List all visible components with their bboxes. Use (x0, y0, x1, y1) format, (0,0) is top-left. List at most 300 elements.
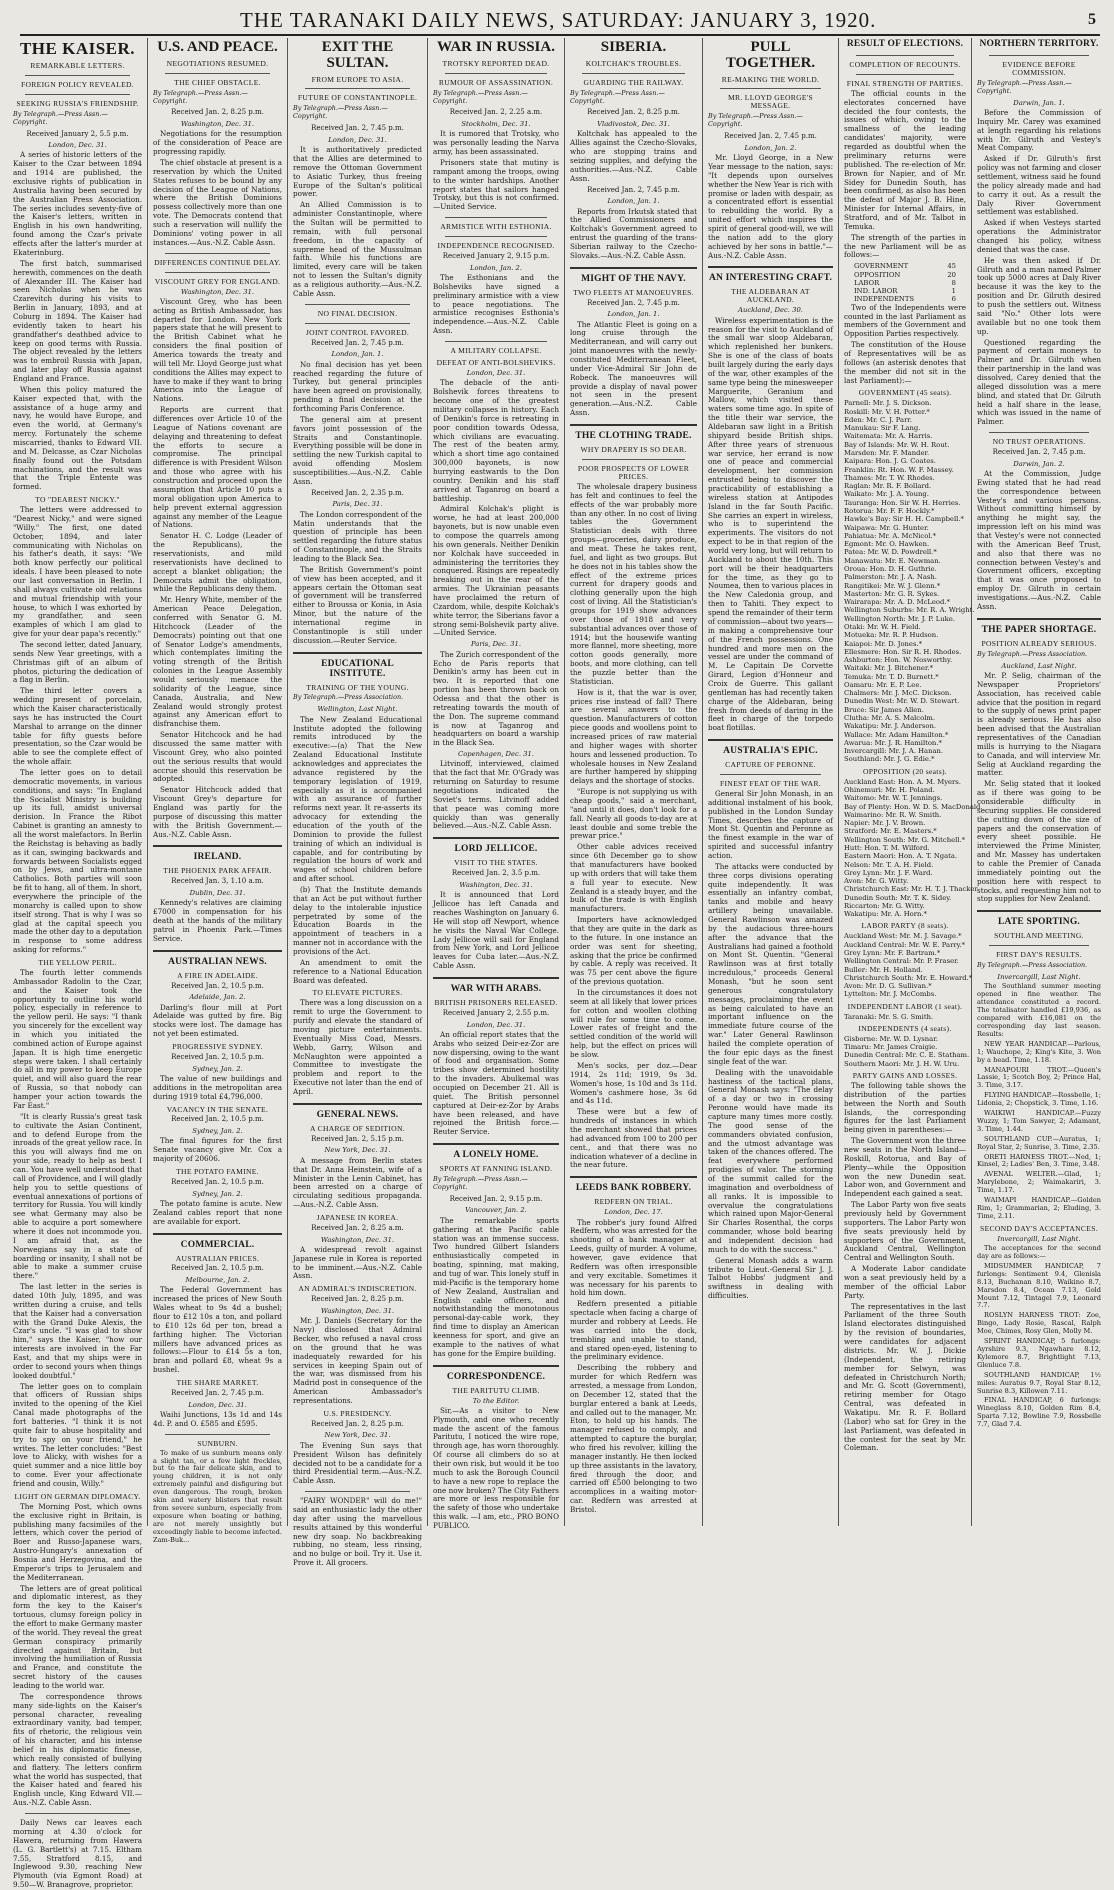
acceptance-entry: ROSLYN HARNESS TROT: Zoe, Bingo, Lady Rosie, Rascal, Ralph Moe, Chimes, Rosy Glen, Molly M. (977, 1311, 1101, 1336)
article-paragraph: An amendment to omit the reference to a National Education Board was defeated. (293, 957, 422, 985)
subhead: FOREIGN POLICY REVEALED. (20, 79, 134, 89)
dateline: London, Dec. 31. (188, 1400, 247, 1409)
article-paragraph: Describing the robbery and murder for which Redfern was arrested, a message from London, on December 12, stated that the burglar entered a bank at Leeds, and called out to the manager, Mr. Eton, to hold up his hands. The manager refused to comply, and attempted to capture the burglar, who fired his revolver, killing the manager instantly. He then locked up three assistants in the lavatory, fired through the door, and carried off £500 belonging to two accomplices in a waiting motor-car. Redfern was arrested at Bristol. (570, 1363, 697, 1515)
subhead: LIGHT ON GERMAN DIPLOMACY. (14, 1491, 141, 1501)
article-paragraph: The Morning Post, which owns the exclusive right in Britain, is publishing many facsimiles of the letters, which cover the period of Boer and Russo-Japanese wars, Austro-Hungary's annexation of Bosnia and Herzegovina, and the Emperor's trips to Jerusalem and the Mediterranean. (13, 1501, 142, 1582)
column-elections (839, 38, 983, 1526)
subhead: SUNBURN. (197, 1438, 238, 1448)
article-paragraph: The London correspondent of the Matin understands that the question of principle has been settled regarding the future status of Constantinople, and the Straits leading to the Black Sea. (293, 509, 422, 563)
race-result: AVENAL WELTER.—Glad, 1; Marylebone, 2; Waimakariri, 3. Time, 1.17. (977, 1170, 1101, 1195)
subhead: PARTY GAINS AND LOSSES. (852, 1071, 958, 1081)
member-entry: Hawke's Bay: Sir H. H. Campbell.* (844, 515, 964, 524)
subhead: KOLTCHAK'S TROUBLES. (585, 58, 682, 68)
headline-siberia: SIBERIA. (600, 39, 667, 55)
article-paragraph: The third letter covers a wedding present of porcelain, which the Kaiser characteristically says he has instructed the Court Marshal to arrange on the dinner table for fifty guests before presentation, so the Czar would be able to see the complete effect of the whole affair. (13, 686, 142, 767)
member-entry: Eastern Maori: Hon. A. T. Ngata. (844, 852, 958, 861)
article-paragraph: Mr. Henry White, member of the American Peace Delegation, conferred with Senator G. M. Hitchcock (Leader of the Democrats) pointing out that one of Senator Lodge's amendments, which contemplates limiting the voting strength of the British colonies in the League Assembly would seriously menace the solidarity of the League, since Canada, Australia, and New Zealand would strongly protest against any American effort to disfranchise them. (153, 595, 282, 729)
member-entry: Wellington Suburbs: Mr. R. A. Wright. (844, 606, 975, 615)
member-entry: Taranaki: Mr. S. G. Smith. (844, 1012, 934, 1021)
article-paragraph: These were but a few of hundreds of instances in which the merchant showed that prices had advanced from 100 to 200 per cent., and that there was no indication whatever of a decline in the near future. (570, 1107, 697, 1170)
member-entry: Christchurch East: Mr. H. T. J. Thacker. (844, 885, 980, 894)
subhead: JAPANESE IN KOREA. (316, 1212, 399, 1222)
race-result: WAIMAPI HANDICAP.—Golden Rim, 1; Grammarian, 2; Eluding, 3. Time, 2.11. (977, 1196, 1101, 1220)
subhead: REMARKABLE LETTERS. (30, 60, 125, 70)
headline-war-in-russia: WAR IN RUSSIA. (437, 39, 555, 55)
received-line: Received January 2, 9.15 p.m. (442, 252, 550, 261)
independents-list (844, 1034, 970, 1068)
dateline: Vancouver, Jan. 2. (465, 1206, 527, 1215)
dateline: Washington, Dec. 31. (320, 1306, 395, 1315)
subhead: VACANCY IN THE SENATE. (166, 1104, 269, 1114)
member-entry: Bruce: Sir James Allen. (844, 705, 924, 714)
byline: By Telegraph.—Press Association. (293, 693, 404, 702)
received-line: Received Jan. 2, 7.45 p.m. (724, 132, 817, 141)
article-paragraph: The final figures for the first Senate vacancy give Mr. Cox a majority of 20606. (153, 1136, 282, 1164)
article-paragraph: The second letter, dated January, sends New Year greetings, with a Christmas gift of an album of photos, picturing the dedication of a flag in Berlin. (13, 639, 142, 685)
received-line: Received Jan. 2, 8.25 p.m. (311, 1295, 404, 1304)
member-entry: Wallace: Mr. Adam Hamilton.* (844, 730, 949, 739)
article-paragraph: The Southland summer meeting opened in fine weather. The attendance constituted a record. The totalisator handled £19,936, as compared with £16,081 on the corresponding day last season. Results: (977, 982, 1101, 1038)
government-members-list (844, 399, 975, 764)
article-paragraph: Prisoners state that mutiny is rampant among the troops, owing to the winter hardships. Another report states that sailors hanged Trotsky, but this is not confirmed.—United Service. (433, 157, 559, 212)
party-name: IND. LABOR (854, 287, 898, 296)
byline: By Telegraph.—Press Assn.—Copyright. (708, 112, 803, 129)
subhead: FINEST FEAT OF THE WAR. (719, 779, 822, 789)
article-paragraph: Mr. Selig stated that it looked as if there was going to be considerable difficulty in securing supplies. He considered the cutting down of the size of papers and the conservation of every sheet possible. He interviewed the Prime Minister, and Mr. Massey has undertaken to cable the Premier of Canada immediately pointing out the position here with respect to stocks, and requesting him not to stop supplies for New Zealand. (977, 779, 1101, 904)
subhead: FROM EUROPE TO ASIA. (311, 74, 404, 84)
article-paragraph: Men's socks, per doz.—Dear 1914, 2s 11d; 1919, 9s 3d. Women's hose, 1s 10d and 3s 11d. Women's cashmere hose, 3s 6d and 4s 11d. (570, 1060, 697, 1106)
member-entry: Otaki: Mr. W. H. Field. (844, 622, 921, 631)
article-paragraph: An Allied Commission is to administer Constantinople, where the Sultan will be permitted to remain, with full personal freedom, in the capacity of supreme head of the Mussulman faith. While his functions are limited, every care will be taken not to lessen the Sultan's dignity as a religious authority.—Aus.-N.Z. Cable Assn. (293, 200, 422, 298)
member-entry: Waipawa: Mr. G. Hunter. (844, 523, 929, 532)
member-entry: Oamaru: Mr. E. P. Lee. (844, 680, 922, 689)
member-entry: Wellington South: Mr. G. Mitchell.* (844, 835, 966, 844)
subhead: FIRST DAY'S RESULTS. (996, 950, 1082, 960)
subhead: TO ELEVATE PICTURES. (312, 988, 403, 998)
member-entry: Timaru: Mr. James Craigie. (844, 1043, 938, 1052)
byline: By Telegraph.—Press Assn.—Copyright. (977, 78, 1072, 95)
member-entry: Thames: Mr. T. W. Rhodes. (844, 473, 935, 482)
member-entry: Christchurch South: Mr. E. Howard.* (844, 973, 973, 982)
byline: By Telegraph.—Press Assn.—Copyright. (13, 109, 108, 126)
received-line: Received Jan. 2, 2.25 a.m. (449, 108, 543, 117)
column-us-peace (148, 38, 288, 1544)
article-paragraph: The chief obstacle at present is a reservation by which the United States refuses to be bound by any decision of the League of Nations, where the British Dominions possess collectively more than one vote. The Democrats contend that such a reservation will nullify the Dominions' voting power in all instances.—Aus.-N.Z. Cable Assn. (153, 157, 282, 247)
article-paragraph: Darling's flour mill at Port Adelaide was gutted by fire. Big stocks were lost. The damage has not yet been estimated. (153, 1002, 282, 1039)
member-entry: Kaipara: Hon. J. G. Coates. (844, 457, 936, 466)
member-entry: Franklin: Rt. Hon. W. F. Massey. (844, 465, 954, 474)
article-paragraph: Waihi Junctions, 13s 1d and 14s 4d. P. and O. £585 and £595. (153, 1409, 282, 1428)
byline: By Telegraph.—Press Assn.—Copyright. (570, 88, 665, 105)
member-entry: Wellington Central: Mr. P. Fraser. (844, 957, 959, 966)
article-paragraph: The first batch, summarised herewith, commences on the death of Alexander III. The Kaiser had seen Nicholas when he was Czarevitch during his visits to Berlin in January, 1893, and at Coburg in 1894. The Kaiser had evidently taken to heart his grandfather's deathbed advice to keep on good terms with Russia. The object revealed by the letters was to embroil Russia with Japan, and later play off Russia against England and France. (13, 258, 142, 383)
article-paragraph: The letter goes on to complain that officers of Russian ships invited to the opening of the Kiel Canal made photographs of the fort batteries. "I think it is not quite fair to abuse hospitality and try to spy on your friend," he writes. The letter concludes: "Best love to Alicky, with wishes for a quiet summer and a nice little boy to come. Ever your affectionate friend and cousin, Willy." (13, 1381, 142, 1489)
article-paragraph: Senator Hitchcock added that Viscount Grey's departure for England was partly for the purpose of discussing this matter with the British Government.—Aus.-N.Z. Cable Assn. (153, 785, 282, 839)
member-entry: Manukau: Sir F. Lang. (844, 424, 921, 433)
party-name: GOVERNMENT (854, 262, 909, 271)
received-line: Received Jan. 2, 7.45 p.m. (587, 185, 680, 194)
member-entry: Rotorua: Mr. F. F. Hockly.* (844, 507, 935, 515)
member-entry: Manawatu: Mr. E. Newman. (844, 556, 941, 565)
party-strength-table (844, 262, 966, 303)
race-result: SOUTHLAND CUP.—Auratus, 1; Royal Star, 2; Sunrise, 3. Time, 2.35. (977, 1134, 1101, 1151)
article-paragraph: It is rumored that Trotsky, who was personally leading the Narva army, has been assassinated. (433, 129, 559, 157)
member-entry: Ellesmere: Hon. Sir R. H. Rhodes. (844, 647, 962, 656)
subhead: THE ALDEBARAN AT AUCKLAND. (731, 287, 810, 305)
masthead-title: THE TARANAKI DAILY NEWS, SATURDAY: JANUARY 3, 1920. (240, 7, 877, 32)
acceptance-entry: FINAL HANDICAP, 6 furlongs: Wineglass 8.10, Golden Rim 8.4, Sparta 7.12, Bowline 7.9, Rossbelle 7.7, Glad 7.4. (977, 1396, 1101, 1429)
article-paragraph: In the circumstances it does not seem at all likely that lower prices for cotton and woollen clothing will rule for some time to come. Lower rates of freight and the settled condition of the world will help, but the effect on prices will be slow. (570, 988, 697, 1060)
member-entry: Grey Lynn: Mr. F. Bartram.* (844, 949, 941, 957)
member-entry: Waitemata: Mr. A. Harris. (844, 432, 933, 441)
dateline: London, Jan. 1. (607, 310, 660, 319)
article-paragraph: It is authoritatively predicted that the Allies are determined to remove the Ottoman Government to Asiatic Turkey, thus freeing Europe of the Sultan's political power. (293, 145, 422, 199)
dateline: Darwin, Jan. 2. (1013, 459, 1065, 468)
headline-might-of-navy: MIGHT OF THE NAVY. (581, 273, 686, 284)
article-paragraph: The British Government's point of view has been accepted, and it appears certain the Ottoman seat of government will be transferred either to Broussa or Konia, in Asia Minor, but the nature of the international regime in Constantinople is still under discussion.—Reuter Service. (293, 564, 422, 645)
dateline: London, Jan. 1. (331, 350, 384, 359)
article-paragraph: Before the Commission of Inquiry Mr. Carey was examined at length regarding his relations with Dr. Gilruth and Vestey's Meat Company. (977, 108, 1101, 153)
subhead: SPORTS AT FANNING ISLAND. (439, 1164, 553, 1174)
headline-commercial: COMMERCIAL. (180, 1239, 255, 1250)
article-paragraph: The constitution of the House of Representatives will be as follows (an asterisk denotes that the member did not sit in the last Parliament):— (844, 340, 966, 385)
headline-lord-jellicoe: LORD JELLICOE. (454, 844, 538, 855)
article-paragraph: Redfern presented a pitiable spectacle when facing a charge of murder and robbery at Leeds. He was carried into the dock, trembling and unable to stand, and stared open-eyed, listening to the preliminary evidence. (570, 1299, 697, 1362)
article-paragraph: Reports from Irkutsk stated that the Allied Commissioners and Koltchak's Government agreed to entrust the guarding of the trans-Siberian railway to the Czecho-Slovaks.—Aus.-N.Z. Cable Assn. (570, 206, 697, 260)
received-line: Received Jan. 2, 5.15 p.m. (311, 1134, 404, 1143)
article-paragraph: Asked if Dr. Gilruth's first policy was not farming and closer settlement, witness said he found the policy already made and had to carry it out. As a result the Daly River Government settlement was established. (977, 154, 1101, 217)
member-entry: Clutha: Mr. A. S. Malcolm. (844, 714, 935, 723)
member-entry: Nelson: Mr. T. A. H. Field. (844, 860, 934, 869)
dateline: New York, Dec. 31. (324, 1431, 391, 1440)
article-paragraph: Wireless experimentation is the reason for the visit to Auckland of the small war sloop Aldebaran, which replenished her bunkers. She is one of the class of boats built largely during the early days of the war, other examples of the same type being the minesweeper Marguerite, Geranium and Mallow, which visited these waters some time ago. In spite of the title their war service, the Aldebaran saw light in a British shipyard beside British ships. After three years of strenuous war service, her errand is now one of peace and commercial development, her commission entrusted being to discover the practicability of establishing a wireless station at Antipodes Island in the far South Pacific. She carries an expert in wireless, who is to superintend the experiments. The visitors do not expect to be in that region of the world very long, but will return to Auckland to about the 10th. This port will be their headquarters for the time, as they go to Noumea, then to various places in the New Caledonia group, and then to Tahiti. They expect to spend the remainder of their term of commission—about two years—in making a comprehensive tour of the French possessions. One hundred and more men on the vessel are under the command of M. Le Capitain De Corvette Girard, Legion d'Honneur and Croix de Guerre. This gallant gentleman has had recently taken charge of the Aldebaran, being fresh from deeds of daring in the fleet in charge of the torpedo boat flotillas. (708, 315, 833, 733)
member-entry: Lyttelton: Mr. J. McCombs. (844, 990, 937, 999)
headline-australian-news: AUSTRALIAN NEWS. (168, 956, 267, 967)
column-sultan (288, 38, 428, 1568)
dateline: Sydney, Jan. 2. (192, 1127, 243, 1136)
subhead: TROTSKY REPORTED DEAD. (442, 58, 550, 68)
article-paragraph: The debacle of the anti-Bolshevik forces threatens to become one of the greatest military collapses in history. Each of Denikin's force is retreating in poor condition towards Odessa, which civilians are evacuating. The rest of the beaten army, which a short time ago contained 300,000 bayonets, is now hurrying eastwards to the Don country. Denikin and his staff arrived at Taganrog on board a battleship. (433, 378, 559, 503)
headline-war-with-arabs: WAR WITH ARABS. (450, 983, 542, 994)
article-paragraph: The Esthonians and the Bolsheviks have signed a preliminary armistice with a view to peace negotiations. The armistice recognises Esthonia's independence.—Aus.-N.Z. Cable Assn. (433, 273, 559, 336)
member-entry: Southland: Mr. J. G. Edie.* (844, 755, 935, 764)
party-name: LABOR (854, 278, 880, 287)
dateline: London, Dec. 31. (466, 369, 526, 377)
member-entry: Wairarapa: Mr. A. D. McLeod.* (844, 598, 950, 607)
article-paragraph: The letters are of great political and diplomatic interest, as they form the key to the Kaiser's tortuous, clumsy foreign policy in the effort to make Germany master of the world. They reveal the great German conspiracy primarily directed against Britain, but involving the humiliation of Russia and France, and constitute the secret history of the causes leading to the world war. (13, 1583, 142, 1691)
member-entry: Southern Maori: Mr. J. H. W. Uru. (844, 1059, 960, 1068)
subhead: THE SHARE MARKET. (176, 1378, 259, 1388)
received-line: Received Jan. 2, 7.45 p.m. (171, 1389, 264, 1397)
received-line: Received Jan. 2, 10.5 p.m. (171, 1052, 264, 1061)
article-paragraph: Viscount Grey, who has been acting as British Ambassador, has departed for London. New York papers state that he will present to the British Cabinet what he considers the final position of America towards the treaty and will tell Mr. Lloyd George just what conditions the Allies may expect to have to make if they want to bring America into the League of Nations. (153, 296, 282, 404)
member-entry: Avon: Mr. D. G. Sullivan.* (844, 982, 932, 991)
received-line: Received Jan. 2, 7.45 p.m. (587, 298, 680, 307)
article-paragraph: Admiral Kolchak's plight is worse, he had at least 200,000 bayonets, but is now unable even to compose the quarrels among his own generals. Neither Denikin nor Kolchak have succeeded in administering the territories they conquered. Risings are repeatedly breaking out in the rear of the armies. The Ukrainian peasants have proclaimed the return of Czardom, while, despite Kolchak's white terror, the Siberians favor a strong semi-Bolshevik party alive.—United Service. (433, 504, 559, 638)
dateline: Vladivostok, Dec. 31. (597, 120, 670, 129)
headline-exit-sultan: EXIT THE SULTAN. (321, 39, 394, 71)
subhead: U.S. PRESIDENCY. (323, 1408, 392, 1418)
received-line: Received Jan. 2, 8.25 a.m. (311, 1223, 404, 1232)
dateline: Washington, Dec. 31. (459, 880, 533, 889)
article-paragraph: General Sir John Monash, in an additional instalment of his book, published in the London Sunday Times, describes the capture of Mont St. Quentin and Peronne as the finest example in the war of spirited and successful infantry action. (708, 789, 833, 861)
member-entry: Patea: Mr. W. D. Powdrell.* (844, 548, 937, 557)
member-entry: Awarua: Mr. J. R. Hamilton.* (844, 738, 942, 747)
article-paragraph: The potato famine is acute. New Zealand cables report that none are available for export. (153, 1198, 282, 1226)
article-paragraph: The value of new buildings and additions in the metropolitan area during 1919 total £4,796,000. (153, 1073, 282, 1101)
column-kaiser (8, 38, 148, 1890)
article-paragraph: The Atlantic Fleet is going on a long cruise through the Mediterranean, and will carry out joint manoeuvres with the newly-constituted Mediterranean Fleet, under Vice-Admiral Sir John de Robeck. The manoeuvres will provide a display of naval power not seen in the present generation.—Aus.-N.Z. Cable Assn. (570, 319, 697, 418)
article-paragraph: Mr. J. Daniels (Secretary for the Navy) disclosed that Admiral Becker, who refused a naval cross on the ground that he was inadequately rewarded for his services in keeping Spain out of the war, was dismissed from his Madrid post in consequence of the American Ambassador's representations. (293, 1316, 422, 1406)
headline-general-news: GENERAL NEWS. (316, 1109, 399, 1120)
member-entry: Bay of Islands: Mr. W. H. Rout. (844, 440, 950, 449)
article-paragraph: General Monash adds a warm tribute to Lieut.-General Sir J. J. Talbot Hobbs' judgment and swiftness in dealing with difficulties. (708, 1255, 833, 1301)
member-entry: Pahiatua: Mr. A. McNicol.* (844, 531, 937, 540)
article-paragraph: There was a long discussion on a remit to urge the Government to purify and elevate the standard of moving picture entertainments. Eventually Miss Coad, Messrs. Webb, Garry, Wilson and McNaughton were appointed a Committee to investigate the problem and report to the Executive not later than the end of April. (293, 998, 422, 1097)
received-line: Received Jan. 2, 10.5 p.m. (171, 1264, 264, 1273)
article-paragraph: "It is clearly Russia's great task to cultivate the Asian Continent, and to defend Europe from the inroads of the great yellow race. In this you will always find me on your side, ready to help as best I can. You have well understood that call of Providence, and I will gladly help you to settle questions of eventual annexations of portions of territory for Russia. You will kindly see what Germany may also be able to acquire a port somewhere where it does not incommode you. I am afraid that, as the Norwegians say in a state of boarding or insanity, I shall not be able to make a summer cruise there." (13, 1111, 142, 1281)
subhead: VISIT TO THE STATES. (454, 858, 538, 868)
dateline: Darwin, Jan. 1. (1013, 98, 1065, 107)
subhead: CAPTURE OF PERONNE. (725, 760, 816, 770)
subhead: JOINT CONTROL FAVORED. (305, 327, 410, 337)
received-line: Received Jan. 2, 8.25 p.m. (587, 108, 680, 117)
member-entry: Napier: Mr. J. V. Brown. (844, 819, 926, 828)
dateline: Auckland, Last Night. (1001, 661, 1077, 670)
dateline: Dublin, Dec. 31. (189, 888, 246, 897)
article-paragraph: Reports are current that differences over Article 10 of the League of Nations covenant are delaying and threatening to defeat the efforts to secure a compromise. The principal difference is with President Wilson and those who agree with his construction and proceed upon the assumption that Article 10 puts a moral obligation upon America to help prevent external aggression against any member of the League of Nations. (153, 405, 282, 530)
received-line: Received Jan. 2, 8.25 p.m. (311, 1419, 404, 1428)
dateline: London, Dec. 17. (604, 1208, 663, 1217)
article-paragraph: A Moderate Labor candidate won a seat previously held by a member of the official Labor Party. (844, 1264, 966, 1300)
subhead: THE POTATO FAMINE. (176, 1167, 259, 1177)
race-result: WAIKIWI HANDICAP.—Fuzzy Wuzzy, 1; Tom Sawyer, 2; Adamant, 3. Time, 1.44. (977, 1109, 1101, 1133)
received-line: Received Jan. 2, 2.35 p.m. (311, 488, 404, 497)
article-paragraph: The general aim at present favors joint possession of the Straits and Constantinople. Everything possible will be done in settling the new Turkish capital to avoid offending Moslem susceptibilities.—Aus.-N.Z. Cable Assn. (293, 414, 422, 486)
article-paragraph: The representatives in the last Parliament of the three South Island electorates distinguished by the revision of boundaries, were candidates for adjacent districts. Mr. W. J. Dickie (Independent, the retiring member for Selwyn, was defeated in Christchurch North; and Mr. G. Scott (Government), retiring member for Otago Central, was defeated in Wakatipu. Mr. R. F. Bollard (Labor) who sat for Grey in the last Parliament, was defeated in the contest for the seat by Mr. Coleman. (844, 1301, 966, 1453)
headline-interesting-craft: AN INTERESTING CRAFT. (708, 273, 833, 284)
acceptance-entry: SPRINT HANDICAP, 5 furlongs: Ayrshire 9.3, Ngawhare 8.12, Kylemore 8.7, Brightlight 7.13, Glenluce 7.8. (977, 1337, 1101, 1369)
headline-us-peace: U.S. AND PEACE. (157, 39, 278, 55)
article-paragraph: A series of historic letters of the Kaiser to the Czar between 1894 and 1914 are published, the exclusive rights of publication in Australia having been secured by the Australian Press Association. The series includes seventy-five of the Kaiser's letters, written in English in his own handwriting, found among the Czar's private effects after the latter's murder at Ekaterinburg. (13, 150, 142, 257)
article-paragraph: The correspondence throws many side-lights on the Kaiser's personal character, revealing extraordinary vanity, bad temper, fits of rhetoric, the religious vein of his character, and his intense belief in his diplomatic finesse, which really consisted of bullying and flattery. The letters confirm what the world has suspected, that the Kaiser hated and feared his English uncle, King Edward VII.—Aus.-N.Z. Cable Assn. (13, 1691, 142, 1808)
received-line: Received Jan. 2, 10.5 p.m. (171, 1177, 264, 1186)
dateline: London, Jan. 2. (469, 263, 523, 272)
race-result: FLYING HANDICAP.—Rossbelle, 1; Lidonia, 2; Chopstick, 3. Time, 1.16. (977, 1091, 1101, 1108)
member-entry: Waitaki: Mr. J. Bitchener.* (844, 664, 934, 673)
received-line: Received January 2, 5.5 p.m. (26, 129, 129, 138)
article-paragraph: The attacks were conducted by three corps divisions operating quite independently. It was essentially an infantry combat, tanks and mobile and heavy artillery being unavailable. General Rawlinson was amazed by the audacious three-hours after the advance that the Australians had gained a foothold on Mont St. Quentin. "General Rawlinson was at first totally incredulous," proceeds General Monash, "but he soon sent generous congratulatory messages, proclaiming the event as being calculated to have an important influence on the immediate future course of the war." Later General Rawlinson hailed the complete operation of the four epic days as the finest single feat of the war. (708, 861, 833, 1066)
headline-result-of-elections: RESULT OF ELECTIONS. (846, 39, 964, 49)
member-entry: Waikato: Mr. J. A. Young. (844, 490, 929, 499)
article-paragraph: Other cable advices received since 6th December go to show that manufacturers have booked up with orders that will take them a full year to execute. New Zealand is a steady buyer, and the bulk of the trade is with English manufacturers. (570, 842, 697, 914)
article-paragraph: The New Zealand Educational Institute adopted the following remits introduced by the executive:—(a) That the New Zealand Educational Institute acknowledges and appreciates the advance registered by the temporary legislation of 1919, especially as it is accompanied with an assurance of further reforms next year. It re-asserts its advocacy for extending the education of the youth of the Dominion to provide the fullest training of which an individual is capable, and for contributing by regulation the hours of work and wages of school children before and after school. (293, 714, 422, 884)
list-heading-government: GOVERNMENT (45 seats). (858, 388, 952, 398)
race-result: NEW YEAR HANDICAP.—Parlous, 1; Wauchope, 2; King's Kite, 3. Won by a head. Time, 1.18. (977, 1039, 1101, 1064)
subhead: EVIDENCE BEFORE COMMISSION. (1002, 59, 1076, 77)
member-entry: Invercargill: Mr. J. A. Hanan. (844, 747, 944, 756)
article-paragraph: The Zurich correspondent of the Echo de Paris reports that Denikin's army has been cut in two. It is reported that one portion has been thrown back on Odessa and that the other is retreating towards the mouth of the Don. The supreme command is now at Taganrog and headquarters on board a warship in the Black Sea. (433, 649, 559, 748)
article-paragraph: He was then asked if Dr. Gilruth and a man named Palmer took up 5000 acres at Daly River because it was the key to the position and Dr. Gilruth desired to push the settlers out. Witness said "No." Other lots were available but no one took them up. (977, 255, 1101, 336)
received-line: Received Jan. 3, 1.10 a.m. (171, 877, 264, 886)
article-paragraph: Dealing with the unavoidable hastiness of the tactical plans, General Monash says: "The delay of a day or two in crossing Peronne would have made its capture many times more costly. The good sense of the commanders obviated confusion, and the utmost advantage was taken of the chances offered. The feat everywhere performed prodigies of valor. The storming of the summit called for the imagination and overboldness of all ranks. It is impossible to overvalue the congratulations which rained upon Major-General Sir Charles Rosenthal, the corps commander, whose bold bearing and independent decision had much to do with the success." (708, 1067, 833, 1254)
subhead: A FIRE IN ADELAIDE. (177, 970, 258, 980)
subhead: FUTURE OF CONSTANTINOPLE. (297, 93, 418, 103)
subhead: SOUTHLAND MEETING. (994, 931, 1084, 941)
headline-northern-territory: NORTHERN TERRITORY. (979, 39, 1099, 49)
article-paragraph: Litvinoff, interviewed, claimed that the fact that Mr. O'Grady was returning on Saturday to resume negotiations indicated the Soviet's terms. Litvinoff added that peace was coming more quickly than was generally believed.—Aus.-N.Z. Cable Assn. (433, 759, 559, 831)
subhead: THE PHOENIX PARK AFFAIR. (163, 866, 272, 876)
article-paragraph: Mr. P. Selig, chairman of the Newspaper Proprietors' Association, has received cable advice that the position in regard to the supply of news print paper is already serious. He has also been advised that the Australian representatives of the Canadian mills is hurrying to the Niagara to Canada, and will interview Mr. Selig at Auckland regarding the matter. (977, 670, 1101, 778)
dateline: Washington, Dec. 31. (180, 120, 255, 129)
article-paragraph: The letters were addressed to "Dearest Nicky," and were signed "Willy." The first, one dated October, 1894, and later communicating with Nicholas on his father's death, it says: "We both know perfectly our political ideals. I have been pleased to note our last conversation in Berlin. I shall always cultivate old relations and mutual friendship with your house, to which I was exhorted by my grandfather, and seen examples of which I am glad to give for your dear papa's recently." (13, 505, 142, 639)
list-heading-labor: LABOR PARTY (8 seats). (861, 921, 949, 931)
acceptance-entry: SOUTHLAND HANDICAP, 1½ miles: Auratus 9.7, Royal Star 8.12, Sunrise 8.3, Killowen 7.11. (977, 1370, 1101, 1395)
subhead: AN ADMIRAL'S INDISCRETION. (298, 1284, 417, 1294)
race-result: ORETI HARNESS TROT.—Ned, 1; Kinsel, 2; Ladies' Ben, 3. Time, 3.48. (977, 1152, 1101, 1169)
dateline: Stockholm, Dec. 31. (461, 120, 531, 129)
subhead: TO "DEAREST NICKY." (35, 495, 120, 505)
received-line: Received Jan. 2, 7.45 p.m. (311, 338, 404, 347)
article-paragraph: The last letter in the series is dated 10th July, 1895, and was written during a cruise, and tells that the Kaiser had a conversation with the Grand Duke Alexis, the Czar's uncle. "I was glad to show him," says the Kaiser, "how our interests are involved in the Far East, and that my ships were in order to second yours when things looked doubtful." (13, 1282, 142, 1380)
subhead: POSITION ALREADY SERIOUS. (981, 638, 1097, 648)
dateline: Melbourne, Jan. 2. (185, 1276, 250, 1285)
dateline: Sydney, Jan. 2. (192, 1189, 243, 1198)
member-entry: Roskill: Mr. V. H. Potter.* (844, 407, 930, 416)
party-strength-row (844, 279, 966, 287)
dateline: Invercargill, Last Night. (997, 973, 1081, 982)
subhead: RUMOUR OF ASSASSINATION. (438, 77, 554, 87)
article-paragraph: The letter goes on to detail democratic movements, in various conditions, and says: "In England the Socialist Ministry is building up its full, amidst universal derision. In France the Ribot Cabinet is granting an amnesty to all the worst malefactors. In Berlin the Reichstag is behaving as badly as it can, swinging backwards and forwards between Socialists egged on by Jews, and ultra-montane Catholics. Both parties will soon be fit to hang, all of them. In short, everywhere the principle of the monarchy is called upon to show itself strong. That is why I was so glad at the capital speech you made the other day to a deputation in response to some address asking for reforms." (13, 768, 142, 955)
member-entry: Wellington North: Mr. J. P. Luke. (844, 614, 955, 623)
member-entry: Motueka: Mr. R. P. Hudson. (844, 631, 939, 640)
subhead: MR. LLOYD GEORGE'S MESSAGE. (727, 93, 814, 111)
member-entry: Wakatipu: Mr. A. Horn.* (844, 910, 927, 919)
subhead: DIFFERENCES CONTINUE DELAY. (154, 257, 281, 267)
subhead: FINAL STRENGTH OF PARTIES. (846, 78, 964, 88)
column-war-russia (428, 38, 565, 1531)
subhead: SEEKING RUSSIA'S FRIENDSHIP. (16, 98, 139, 108)
advertisement-notice: Daily News car leaves each morning at 4.30 o'clock for Hawera, returning from Hawera (L. G. Bartlett's) at 7.15. Eltham 7.55, Stratford 8.15, and Inglewood 9.30, reaching New Plymouth (via Egmont Road) at 9.50—W. Branagrove, proprietor. (13, 1818, 142, 1890)
headline-late-sporting: LATE SPORTING. (997, 917, 1080, 928)
member-entry: Ashburton: Hon. W. Nosworthy. (844, 656, 953, 665)
headline-correspondence: CORRESPONDENCE. (446, 1371, 546, 1382)
article-paragraph: It is announced that Lord Jellicoe has left Canada and reaches Washington on January 6. He will stop off Newport, whence he visits the Naval War College. Lady Jellicoe will sail for England from New York, and Lord Jellicoe leaves for Cuba later.—Aus.-N.Z. Cable Assn. (433, 890, 559, 971)
member-entry: Tauranga: Hon. Sir W. H. Herries. (844, 498, 961, 507)
subhead: SECOND DAY'S ACCEPTANCES. (980, 1223, 1098, 1233)
article-paragraph: Questioned regarding the payment of certain moneys to Palmer and Dr. Gilruth when their partnership in the land was dissolved, Carey denied that the alleged dissolution was a mere blind, and stated that Dr. Gilruth held a half share in the lease, which was issued in the name of Palmer. (977, 337, 1101, 427)
received-line: Received Jan. 2, 7.45 p.m. (311, 124, 404, 133)
subhead: ARMISTICE WITH ESTHONIA. (440, 222, 552, 232)
party-seat-count: 6 (951, 295, 956, 304)
member-entry: Rangitikei: Mr. W. J. Glenn.* (844, 581, 941, 590)
member-entry: Dunedin Central: Mr. C. E. Statham. (844, 1051, 970, 1060)
member-entry: Marsden: Mr. F. Mander. (844, 449, 930, 458)
list-heading-independents: INDEPENDENTS (4 seats). (858, 1023, 952, 1033)
dateline: London, Jan. 2. (744, 143, 797, 152)
list-heading-independent-labor: INDEPENDENT LABOR (1 seat). (847, 1001, 963, 1011)
article-paragraph: No final decision has yet been reached regarding the future of Turkey, but general principles have been agreed on provisionally, pending a final decision at the forthcoming Paris Conference. (293, 359, 422, 413)
dateline: Invercargill, Last Night. (997, 1234, 1081, 1243)
article-paragraph: The Government won the three new seats in the North Island—Roskill, Rotorua, and Bay of Plenty—while the Opposition won the new Dunedin seat. Labor won, and Government and Independent each gained a seat. (844, 1136, 966, 1199)
dateline: Paris, Dec. 31. (471, 640, 521, 649)
byline: By Telegraph.—Press Assn.—Copyright. (153, 88, 248, 105)
subhead: BRITISH PRISONERS RELEASED. (434, 997, 558, 1007)
columns (8, 38, 1106, 1890)
member-entry: Egmont: Mr. O. Hawken. (844, 540, 930, 549)
member-entry: Stratford: Mr. E. Masters.* (844, 827, 937, 836)
received-line: Received Jan. 2, 10.5 p.m. (171, 981, 264, 990)
party-seat-count: 8 (951, 278, 956, 287)
article-paragraph: Importers have acknowledged that they are quite in the dark as to the future. In one instance an order was sent for sheeting, asking that the price be confirmed by cable. A reply was received. It was 75 per cent above the figure of the previous quotation. (570, 915, 697, 987)
article-paragraph: Mr. Lloyd George, in a New Year message to the nation, says: "It depends upon ourselves whether the New Year is rich with promise or laden with despair, as a concentrated effort is essential to rebuilding the world. By a united effort which inspires the spirit of general good-will, we will the nation add to the glory achieved by her sons in battle."—Aus.-N.Z. Cable Assn. (708, 153, 833, 260)
member-entry: Bay of Plenty: Hon. W. D. S. MacDonald. (844, 802, 983, 811)
subhead: A CHARGE OF SEDITION. (310, 1123, 405, 1133)
article-paragraph: Negotiations for the resumption of the consideration of Peace are progressing rapidly. (153, 129, 282, 157)
article-paragraph: A widespread revolt against Japanese rule in Korea is reported to be imminent.—Aus.-N.Z. Cable Assn. (293, 1244, 422, 1281)
article-paragraph: The official counts in the electorates concerned have decided the four contests, the issues of which, owing to the smallness of the leading candidates' majority, were regarded as doubtful when the preliminary returns were published. The re-election of Mr. Brown for Napier, and of Mr. Sidey for Dunedin South, has been confirmed, as also has been the defeat of Major J. B. Hine, Minister for Internal Affairs, in Stratford, and of Mr. Talbot in Temuka. (844, 88, 966, 231)
subhead: REDFERN ON TRIAL. (594, 1197, 673, 1207)
subhead: NO FINAL DECISION. (317, 308, 398, 318)
received-line: Received Jan. 2, 10.5 p.m. (171, 1115, 264, 1124)
article-paragraph: The Evening Sun says that President Wilson has definitely decided not to be a candidate for a third Presidential term.—Aus.-N.Z. Cable Assn. (293, 1440, 422, 1486)
headline-lonely-home: A LONELY HOME. (453, 1150, 539, 1161)
byline: By Telegraph.—Press Association. (977, 961, 1088, 970)
column-pull-together (703, 38, 839, 1526)
member-entry: Riccarton: Mr. G. Witty. (844, 901, 925, 910)
article-paragraph: How is it, that the war is over, prices rise instead of fall? There are several answers to the question. Manufacturers of cotton piece goods and woollens point to increased prices of raw material and higher wages with shorter hours and lessened production. To wholesale houses in New Zealand are further hampered by shipping delays and the shortage of stocks. (570, 687, 697, 786)
subhead: RE-MAKING THE WORLD. (721, 74, 820, 84)
party-seat-count: 20 (947, 270, 956, 279)
subhead: VISCOUNT GREY FOR ENGLAND. (154, 276, 281, 286)
advertisement-text: To make of us sunburn means only a slight tan, or a few light freckles, but to the fair delicate skin, and to young children, it is not only extremely painful and disfiguring but even dangerous. The rough, broken skin and watery blisters that result from severe sunburn, especially from exposure when boating or bathing, are not merely unsightly but exceedingly liable to become infected. Zam-Buk... (153, 1448, 282, 1544)
party-strength-row (844, 287, 966, 295)
article-paragraph: Sir,—As a visitor to New Plymouth, and one who recently made the ascent of the famous Paritutu, I noticed the wire rope, through age, has worn thoroughly. Of course all climbers do so at their own risk, but would it be too much to ask the Borough Council to have a new rope to replace the one now broken? The City Fathers are more or less responsible for the safety of those who undertake this walk. —I am, etc., PRO BONO PUBLICO. (433, 1405, 560, 1531)
masthead (20, 6, 1100, 36)
subhead: THE CHIEF OBSTACLE. (174, 77, 261, 87)
member-entry: Palmerston: Mr. J. A. Nash. (844, 573, 937, 582)
article-paragraph: Asked if when Vesteys started operations the Administrator changed his policy, witness denied that was the case. (977, 218, 1101, 254)
member-entry: Auckland West: Mr. M. J. Savage.* (844, 932, 962, 941)
received-line: Received Jan. 2, 3.5 p.m. (451, 869, 541, 878)
byline: By Telegraph.—Press Association. (977, 649, 1088, 658)
subhead: INDEPENDENCE RECOGNISED. (437, 241, 555, 251)
subhead: TRAINING OF THE YOUNG. (306, 682, 409, 692)
dateline: London, Dec. 31. (466, 1020, 526, 1029)
column-northern-territory (972, 38, 1106, 1526)
member-entry: Parnell: Mr. J. S. Dickson. (844, 399, 932, 408)
party-strength-row (844, 262, 966, 270)
party-name: INDEPENDENTS (854, 295, 915, 304)
headline-pull-together: PULL TOGETHER. (725, 39, 816, 71)
received-line: Received Jan. 2, 7.45 p.m. (992, 448, 1086, 457)
headline-australias-epic: AUSTRALIA'S EPIC. (723, 746, 818, 757)
received-line: Received Jan. 2, 8.25 p.m. (171, 108, 264, 117)
member-entry: Dunedin West: Mr. W. D. Stewart. (844, 697, 960, 706)
member-entry: Masterton: Mr. G. R. Sykes. (844, 589, 940, 598)
article-paragraph: The fourth letter commends Ambassador Radolin to the Czar, and the Kaiser took the opportunity to outline his world policy, especially in reference to the yellow peril. He says: "I thank you sincerely for the excellent way in which you initiated the combined action of Europe against Japan. It is high time energetic steps were taken. I shall certainly do all in my power to keep Europe quiet, and will also guard the rear of Russia, so that nobody can hamper your action towards the Far East." (13, 968, 142, 1110)
article-paragraph: The Labor Party won five seats previously held by Government supporters. The Labor Party won five seats previously held by supporters of the Government, Auckland Central, Wellington Central and Wellington South. (844, 1200, 966, 1263)
member-entry: Hutt: Hon. T. M. Wilford. (844, 843, 930, 852)
advertisement-text: "FAIRY WONDER" will do me!" said an enthusiastic lady the other day after using the marvellous results attained by this wonderful new dry soap. No backbreaking rubbing, no steam, less rinsing, and no bulge or boil. Try it. Use it. Prove it. All grocers. (293, 1496, 422, 1568)
byline: By Telegraph.—Press Assn.—Copyright. (293, 104, 388, 121)
article-paragraph: Kennedy's relatives are claiming £7000 in compensation for his death at the hands of the military patrol in Phoenix Park.—Times Service. (153, 898, 282, 943)
article-paragraph: Two of the Independents were counted in the last Parliament as members of the Government and Opposition Parties respectively. (844, 302, 966, 339)
subhead: POOR PROSPECTS OF LOWER PRICES. (577, 463, 690, 481)
received-line: Received January 2, 2.55 p.m. (442, 1008, 550, 1017)
race-result: MANAPOURI TROT.—Queen's Lassie, 1; Scotch Boy, 2; Prince Hal, 3. Time, 3.17. (977, 1065, 1101, 1090)
article-paragraph: Senator Hitchcock and he had discussed the same matter with Viscount Grey, who also pointed out the serious results that would accrue should this reservation be adopted. (153, 730, 282, 784)
